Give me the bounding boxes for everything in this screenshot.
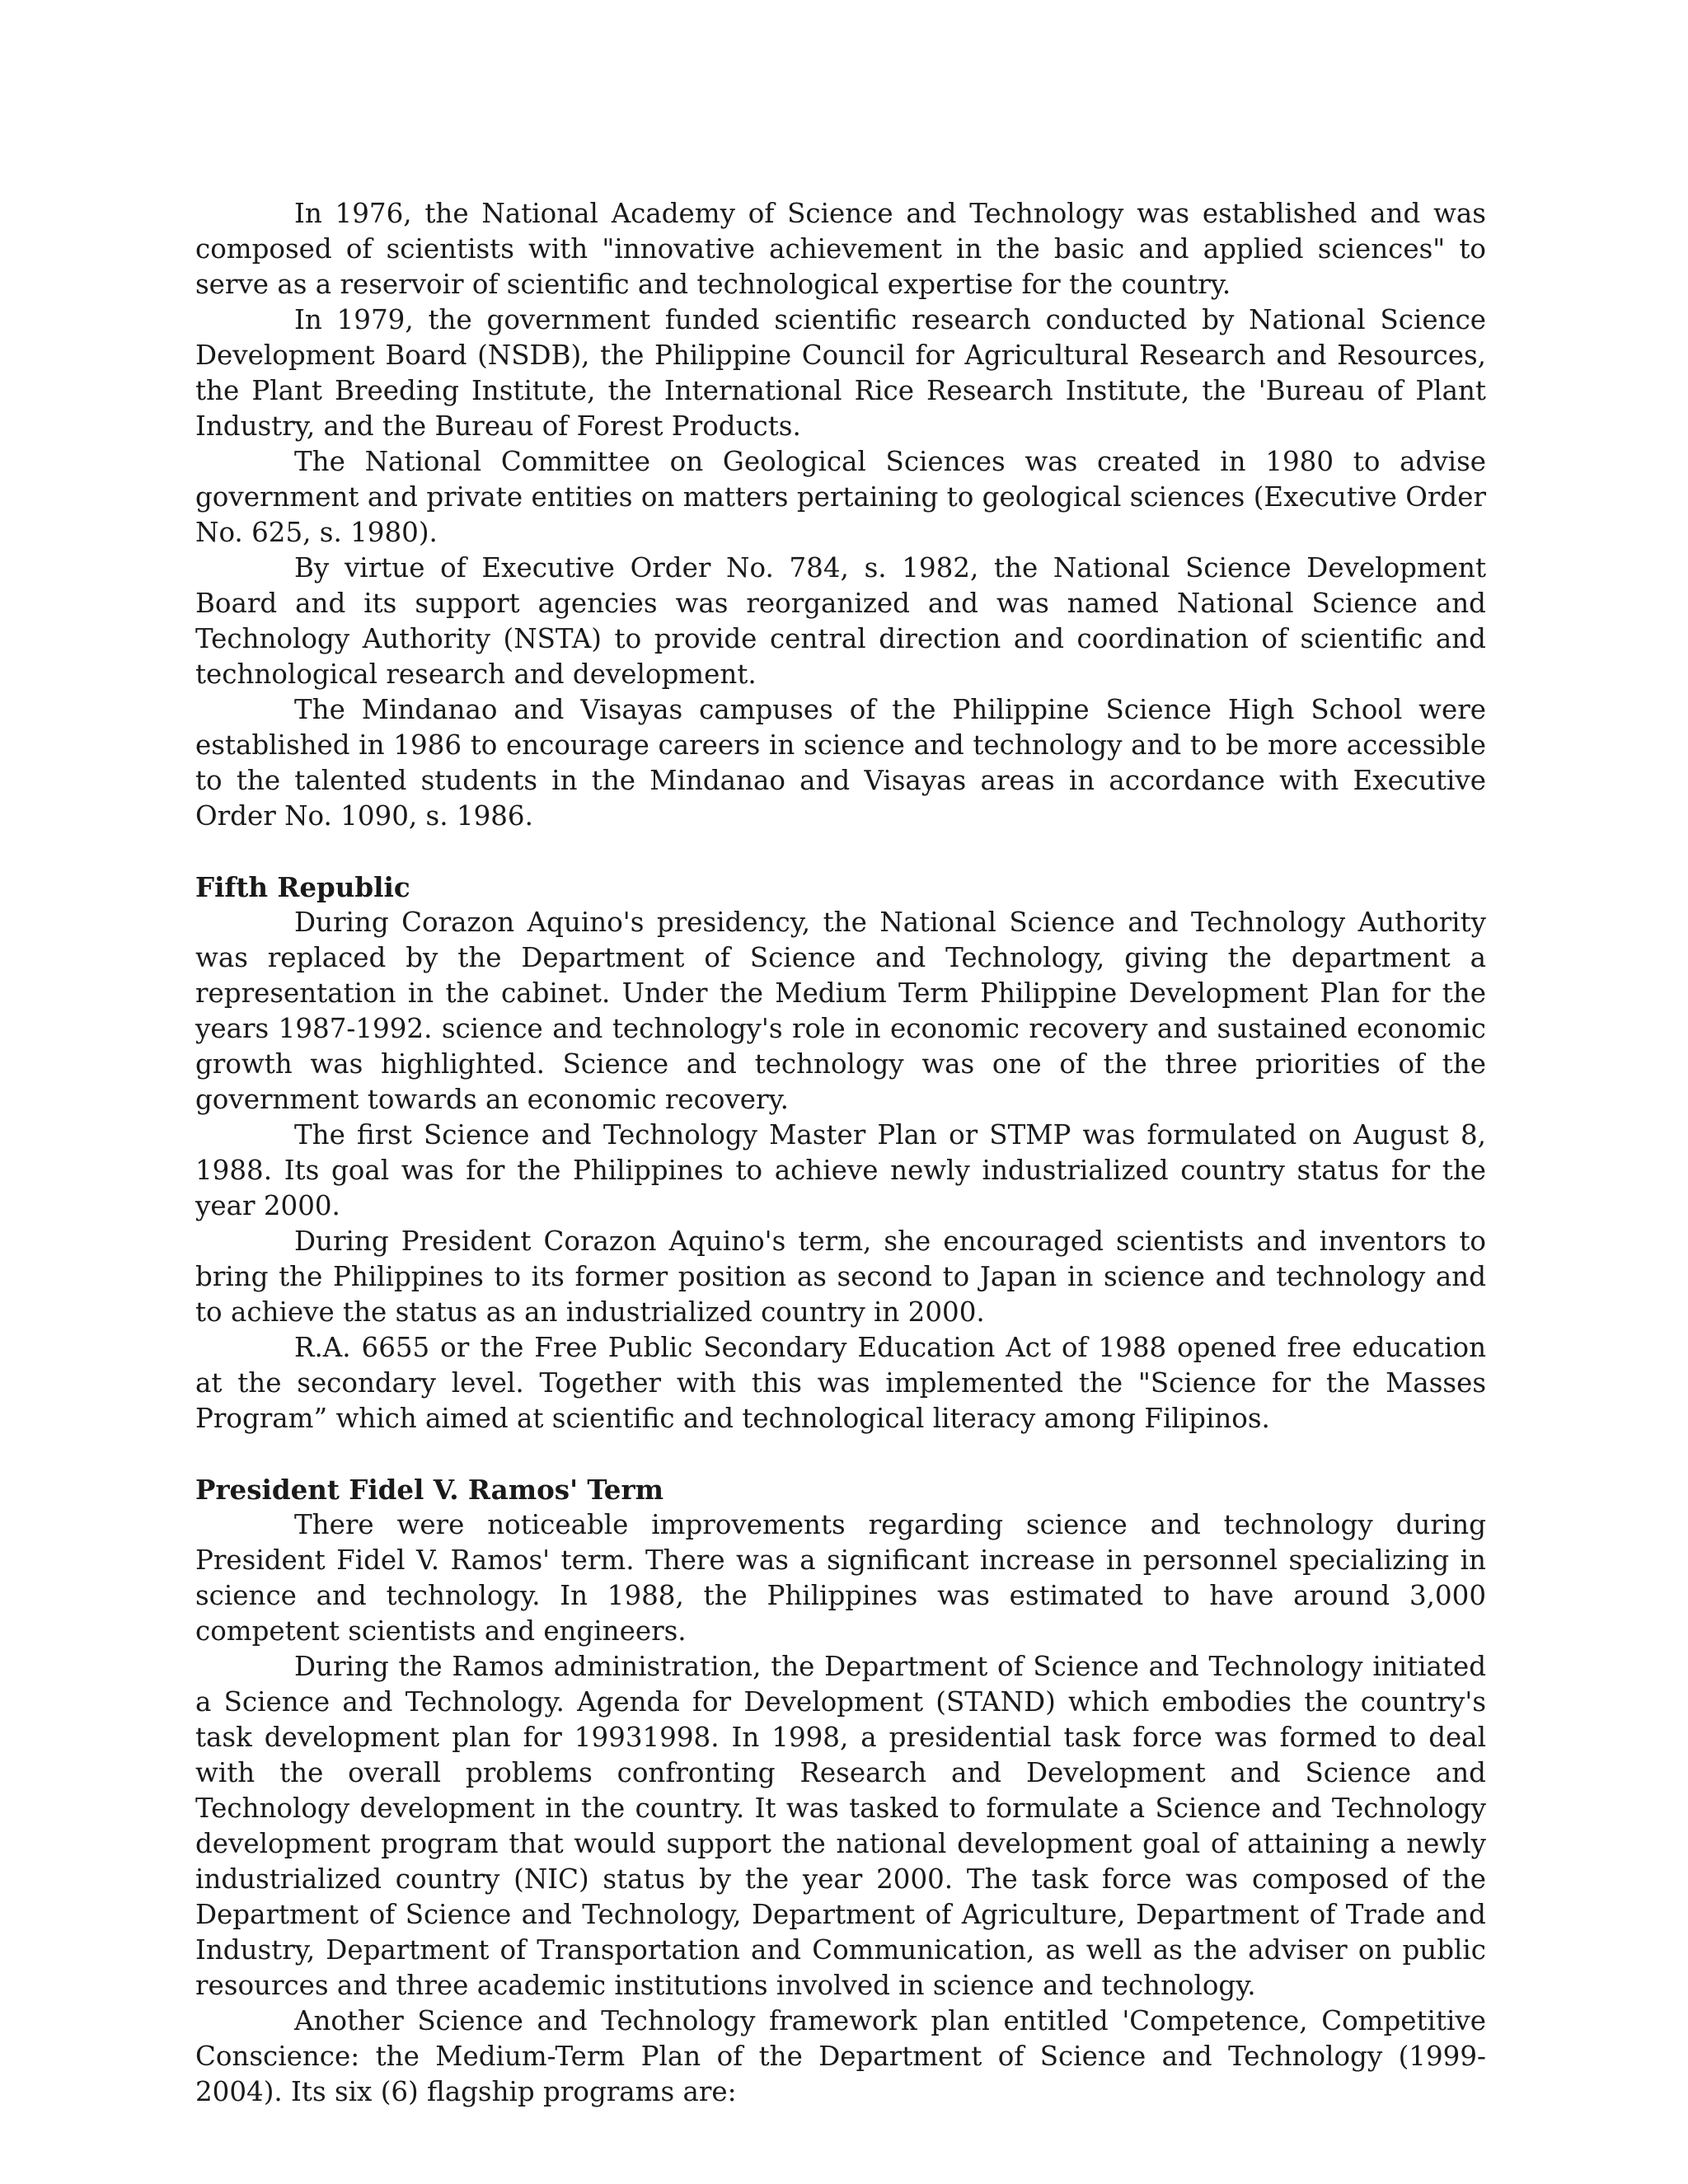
paragraph: The National Committee on Geological Sciences was created in 1980 to advise government and private entities on matters pertaining to geological sciences (Executive Order No. 625, s. 1980).	[195, 446, 1486, 548]
section-heading: Fifth Republic	[195, 871, 410, 903]
section-heading: President Fidel V. Ramos' Term	[195, 1474, 663, 1506]
paragraph: By virtue of Executive Order No. 784, s. 1982, the National Science Development Board and its support agencies was reorganized and was named National Science and Technology Authority (NSTA) to provide central direction and coordination of scientific and technological research and development.	[195, 552, 1486, 690]
section-intro	[195, 196, 1486, 834]
paragraph: Another Science and Technology framework plan entitled 'Competence, Competitive Conscience: the Medium-Term Plan of the Department of Science and Technology (1999-2004). Its six (6) flagship programs are:	[195, 2005, 1486, 2107]
paragraph: The first Science and Technology Master Plan or STMP was formulated on August 8, 1988. Its goal was for the Philippines to achieve newly industrialized country status for the year 2000.	[195, 1119, 1486, 1221]
paragraph: The Mindanao and Visayas campuses of the Philippine Science High School were established in 1986 to encourage careers in science and technology and to be more accessible to the talented students in the Mindanao and Visayas areas in accordance with Executive Order No. 1090, s. 1986.	[195, 694, 1486, 832]
paragraph: During Corazon Aquino's presidency, the National Science and Technology Authority was replaced by the Department of Science and Technology, giving the department a representation in the cabinet. Under the Medium Term Philippine Development Plan for the years 1987-1992. science and technology's role in economic recovery and sustained economic growth was highlighted. Science and technology was one of the three priorities of the government towards an economic recovery.	[195, 907, 1486, 1115]
document-page	[195, 196, 1486, 2110]
paragraph: During President Corazon Aquino's term, she encouraged scientists and inventors to bring the Philippines to its former position as second to Japan in science and technology and to achieve the status as an industrialized country in 2000.	[195, 1226, 1486, 1328]
section-fifth-republic	[195, 869, 1486, 1436]
paragraph: R.A. 6655 or the Free Public Secondary Education Act of 1988 opened free education at the secondary level. Together with this was implemented the "Science for the Masses Program” which aimed at scientific and technological literacy among Filipinos.	[195, 1332, 1486, 1434]
paragraph: There were noticeable improvements regarding science and technology during President Fidel V. Ramos' term. There was a significant increase in personnel specializing in science and technology. In 1988, the Philippines was estimated to have around 3,000 competent scientists and engineers.	[195, 1509, 1486, 1647]
paragraph: During the Ramos administration, the Department of Science and Technology initiated a Science and Technology. Agenda for Development (STAND) which embodies the country's task development plan for 19931998. In 1998, a presidential task force was formed to deal with the overall problems confronting Research and Development and Science and Technology development in the country. It was tasked to formulate a Science and Technology development program that would support the national development goal of attaining a newly industrialized country (NIC) status by the year 2000. The task force was composed of the Department of Science and Technology, Department of Agriculture, Department of Trade and Industry, Department of Transportation and Communication, as well as the adviser on public resources and three academic institutions involved in science and technology.	[195, 1651, 1486, 2001]
section-ramos-term	[195, 1472, 1486, 2110]
paragraph: In 1979, the government funded scientific research conducted by National Science Development Board (NSDB), the Philippine Council for Agricultural Research and Resources, the Plant Breeding Institute, the International Rice Research Institute, the 'Bureau of Plant Industry, and the Bureau of Forest Products.	[195, 304, 1486, 442]
paragraph: In 1976, the National Academy of Science and Technology was established and was composed of scientists with "innovative achievement in the basic and applied sciences" to serve as a reservoir of scientific and technological expertise for the country.	[195, 198, 1486, 300]
